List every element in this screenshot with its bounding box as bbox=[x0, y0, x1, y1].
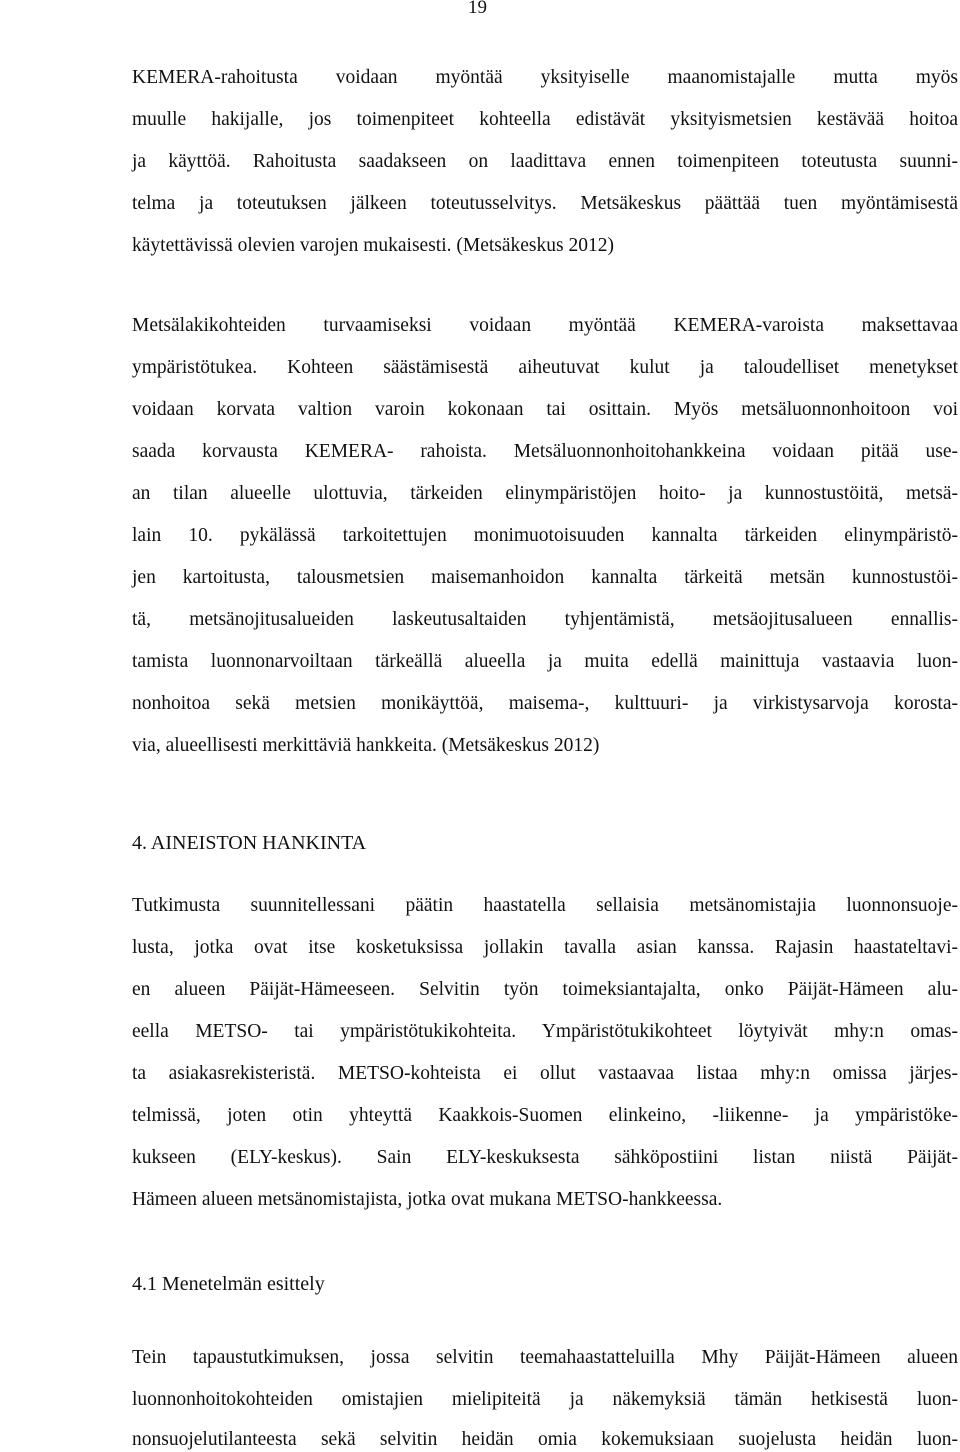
text-line: telma ja toteutuksen jälkeen toteutusselvitys. Metsäkeskus päättää tuen myöntämisestä bbox=[132, 193, 958, 214]
text-line: saada korvausta KEMERA- rahoista. Metsäluonnonhoitohankkeina voidaan pitää use- bbox=[132, 441, 958, 462]
text-line: tä, metsänojitusalueiden laskeutusaltaiden tyhjentämistä, metsäojitusalueen ennallis- bbox=[132, 609, 958, 630]
text-line: ympäristötukea. Kohteen säästämisestä aiheutuvat kulut ja taloudelliset menetykset bbox=[132, 357, 958, 378]
text-line: luonnonhoitokohteiden omistajien mielipiteitä ja näkemyksiä tämän hetkisestä luon- bbox=[132, 1389, 958, 1410]
section-heading-aineiston-hankinta: 4. AINEISTON HANKINTA bbox=[132, 832, 367, 854]
text-line: Metsälakikohteiden turvaamiseksi voidaan myöntää KEMERA-varoista maksettavaa bbox=[132, 315, 958, 336]
subsection-heading-menetelman-esittely: 4.1 Menetelmän esittely bbox=[132, 1273, 325, 1295]
text-line: lusta, jotka ovat itse kosketuksissa jollakin tavalla asian kanssa. Rajasin haastateltavi- bbox=[132, 937, 958, 958]
page-number: 19 bbox=[468, 0, 487, 18]
text-line: jen kartoitusta, talousmetsien maisemanhoidon kannalta tärkeitä metsän kunnostustöi- bbox=[132, 567, 958, 588]
text-line: KEMERA-rahoitusta voidaan myöntää yksityiselle maanomistajalle mutta myös bbox=[132, 67, 958, 88]
text-line: ta asiakasrekisteristä. METSO-kohteista ei ollut vastaavaa listaa mhy:n omissa järjes- bbox=[132, 1063, 958, 1084]
text-line: eella METSO- tai ympäristötukikohteita. Ympäristötukikohteet löytyivät mhy:n omas- bbox=[132, 1021, 958, 1042]
text-line: en alueen Päijät-Hämeeseen. Selvitin työn toimeksiantajalta, onko Päijät-Hämeen alu- bbox=[132, 979, 958, 1000]
text-line: muulle hakijalle, jos toimenpiteet kohteella edistävät yksityismetsien kestävää hoitoa bbox=[132, 109, 958, 130]
text-line: Tutkimusta suunnitellessani päätin haastatella sellaisia metsänomistajia luonnonsuoje- bbox=[132, 895, 958, 916]
text-line: nonsuojelutilanteesta sekä selvitin heidän omia kokemuksiaan suojelusta heidän luon- bbox=[132, 1429, 958, 1450]
text-line: Tein tapaustutkimuksen, jossa selvitin teemahaastatteluilla Mhy Päijät-Hämeen alueen bbox=[132, 1347, 958, 1368]
text-line: käytettävissä olevien varojen mukaisesti. (Metsäkeskus 2012) bbox=[132, 235, 614, 256]
text-line: an tilan alueelle ulottuvia, tärkeiden elinympäristöjen hoito- ja kunnostustöitä, metsä- bbox=[132, 483, 958, 504]
text-line: lain 10. pykälässä tarkoitettujen monimuotoisuuden kannalta tärkeiden elinympäristö- bbox=[132, 525, 958, 546]
text-line: telmissä, joten otin yhteyttä Kaakkois-Suomen elinkeino, -liikenne- ja ympäristöke- bbox=[132, 1105, 958, 1126]
text-line: kukseen (ELY-keskus). Sain ELY-keskuksesta sähköpostiini listan niistä Päijät- bbox=[132, 1147, 958, 1168]
text-line: via, alueellisesti merkittäviä hankkeita. (Metsäkeskus 2012) bbox=[132, 735, 600, 756]
text-line: nonhoitoa sekä metsien monikäyttöä, maisema-, kulttuuri- ja virkistysarvoja korosta- bbox=[132, 693, 958, 714]
text-line: ja käyttöä. Rahoitusta saadakseen on laadittava ennen toimenpiteen toteutusta suunni- bbox=[132, 151, 958, 172]
text-line: Hämeen alueen metsänomistajista, jotka ovat mukana METSO-hankkeessa. bbox=[132, 1189, 723, 1210]
text-line: tamista luonnonarvoiltaan tärkeällä alueella ja muita edellä mainittuja vastaavia luon- bbox=[132, 651, 958, 672]
text-line: voidaan korvata valtion varoin kokonaan tai osittain. Myös metsäluonnonhoitoon voi bbox=[132, 399, 958, 420]
